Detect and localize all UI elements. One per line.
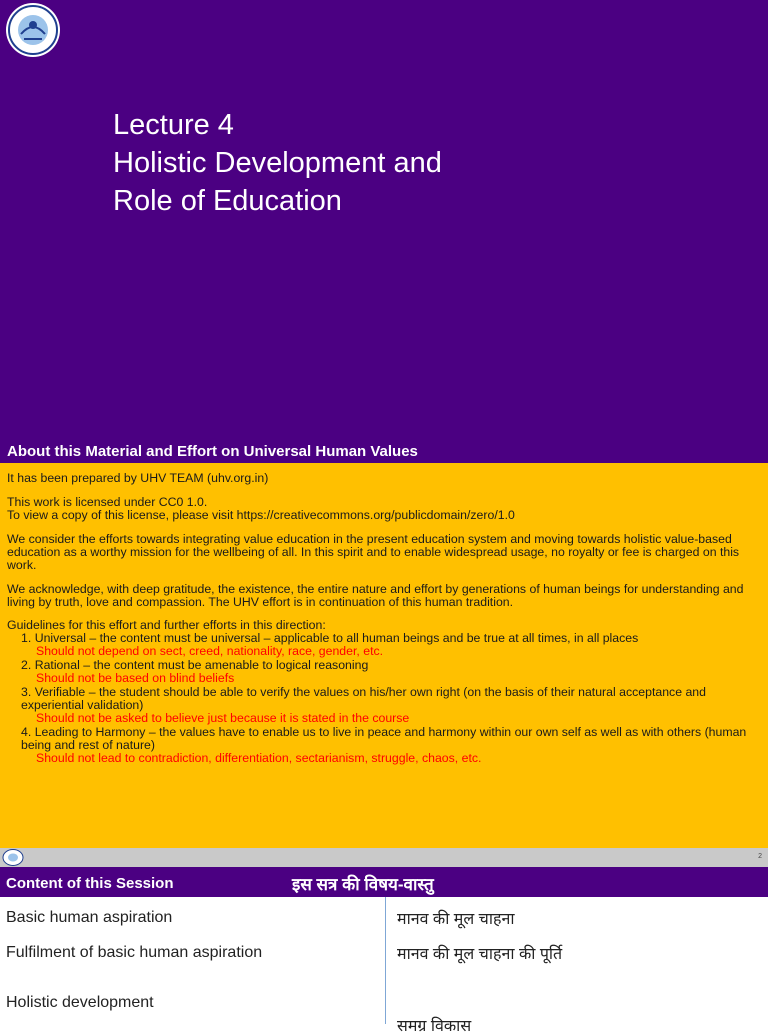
guideline-text: Leading to Harmony – the values have to enable us to live in peace and harmony within our own self as well as with others (human being and rest of nature) bbox=[21, 725, 747, 752]
prepared-by-text: It has been prepared by UHV TEAM (uhv.org.in) bbox=[7, 471, 269, 485]
license-line-2: To view a copy of this license, please visit https://creativecommons.org/publicdomain/zero/1.0 bbox=[7, 508, 515, 522]
guideline-text: Rational – the content must be amenable to logical reasoning bbox=[34, 658, 369, 672]
guidelines-list bbox=[21, 632, 761, 765]
acknowledgement-text: We acknowledge, with deep gratitude, the existence, the entire nature and effort by generations of human beings for understanding and living by truth, love and compassion. The UHV effort is in continuation of this human tradition. bbox=[7, 582, 744, 609]
row-english: Fulfilment of basic human aspiration bbox=[6, 944, 263, 961]
guideline-number: 4. bbox=[21, 725, 32, 739]
lecture-title bbox=[113, 106, 442, 220]
guideline-item bbox=[21, 659, 761, 685]
session-content-header bbox=[0, 867, 768, 897]
guideline-note: Should not be based on blind beliefs bbox=[36, 671, 235, 685]
page-number: 2 bbox=[758, 853, 762, 860]
row-hindi: मानव की मूल चाहना की पूर्ति bbox=[397, 946, 563, 963]
about-title: About this Material and Effort on Universal Human Values bbox=[7, 443, 418, 460]
session-content-table bbox=[0, 897, 768, 1035]
slide-footer bbox=[0, 848, 768, 867]
guideline-number: 3. bbox=[21, 685, 32, 699]
about-body bbox=[0, 463, 768, 848]
guideline-number: 2. bbox=[21, 658, 32, 672]
guideline-text: Universal – the content must be universal – applicable to all human beings and be true at all times, in all places bbox=[34, 631, 639, 645]
guideline-text: Verifiable – the student should be able to verify the values on his/her own right (on the basis of their natural acceptance and experiential validation) bbox=[21, 685, 706, 712]
guideline-item bbox=[21, 686, 761, 725]
row-english: Holistic development bbox=[6, 994, 154, 1011]
row-hindi: मानव की मूल चाहना bbox=[397, 911, 515, 928]
guidelines-intro: Guidelines for this effort and further efforts in this direction: bbox=[7, 618, 326, 632]
license-line-1: This work is licensed under CC0 1.0. bbox=[7, 495, 208, 509]
guideline-item bbox=[21, 632, 761, 658]
mission-text: We consider the efforts towards integrating value education in the present education system and moving towards holistic value-based education as a worthy mission for the wellbeing of all. In this spirit and to enable widespread usage, no royalty or fee is charged on this work. bbox=[7, 532, 740, 572]
guideline-item bbox=[21, 726, 761, 765]
guideline-number: 1. bbox=[21, 631, 32, 645]
guideline-note: Should not be asked to believe just because it is stated in the course bbox=[36, 711, 410, 725]
guideline-note: Should not depend on sect, creed, nationality, race, gender, etc. bbox=[36, 644, 384, 658]
row-hindi: समग्र विकास bbox=[397, 1018, 472, 1035]
column-divider bbox=[385, 897, 386, 1024]
guidelines bbox=[7, 619, 761, 765]
title-line-2: Holistic Development and bbox=[113, 147, 442, 179]
session-header-english: Content of this Session bbox=[6, 875, 174, 892]
guideline-note: Should not lead to contradiction, differentiation, sectarianism, struggle, chaos, etc. bbox=[36, 751, 482, 765]
title-line-1: Lecture 4 bbox=[113, 109, 234, 141]
about-header-bar bbox=[0, 437, 768, 463]
row-english: Basic human aspiration bbox=[6, 909, 173, 926]
title-line-3: Role of Education bbox=[113, 185, 342, 217]
uhv-logo-icon bbox=[2, 2, 64, 58]
uhv-small-logo-icon bbox=[2, 849, 24, 866]
license-text bbox=[7, 496, 761, 522]
session-header-hindi: इस सत्र की विषय-वास्तु bbox=[292, 875, 434, 894]
title-slide bbox=[0, 0, 768, 437]
